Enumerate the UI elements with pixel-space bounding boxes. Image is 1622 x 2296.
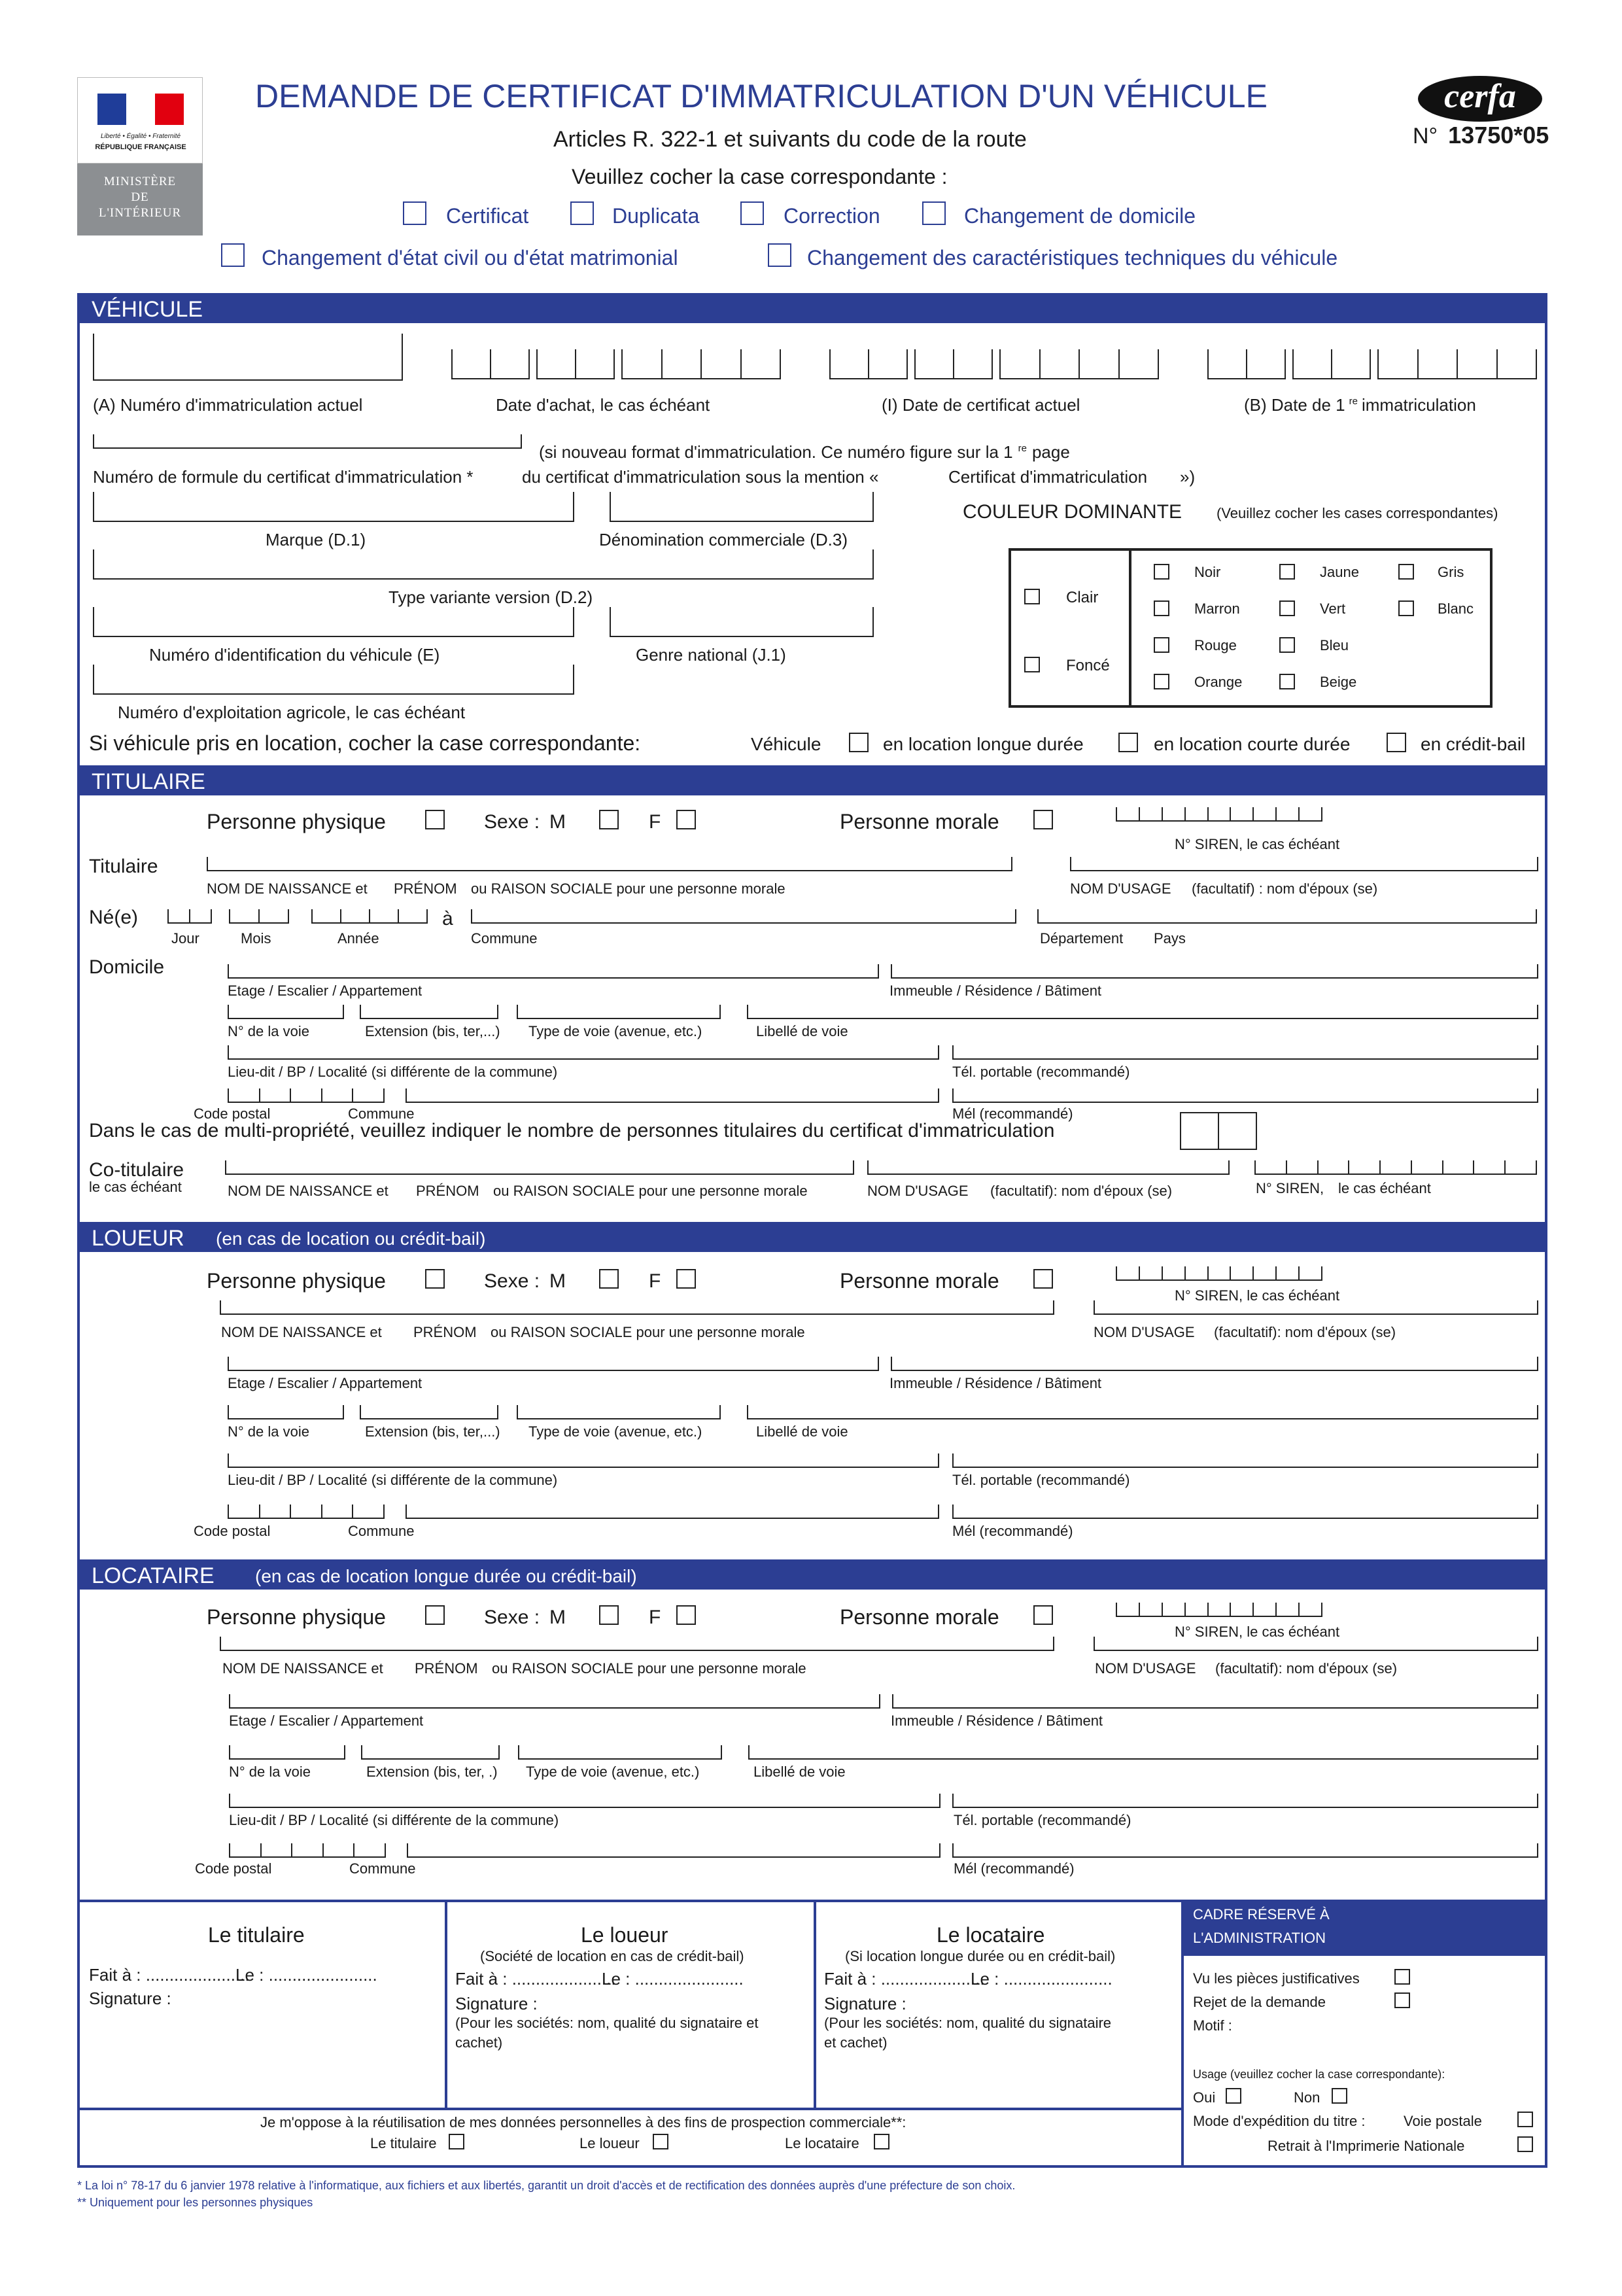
- loc-nom-usage-label: NOM D'USAGE: [1095, 1660, 1196, 1677]
- formule-note-2c: »): [1180, 467, 1196, 487]
- tit-type-voie-input[interactable]: [517, 1005, 721, 1019]
- lou-type-voie-label: Type de voie (avenue, etc.): [528, 1423, 702, 1440]
- lou-lieu-dit-input[interactable]: [228, 1453, 939, 1468]
- tit-lieu-dit-input[interactable]: [228, 1045, 939, 1060]
- loc-raison-sociale-label: ou RAISON SOCIALE pour une personne morale: [492, 1660, 806, 1677]
- couleur-marron-label: Marron: [1194, 600, 1240, 617]
- loc-nom-input[interactable]: [220, 1637, 1054, 1651]
- cotit-label: Co-titulaire: [89, 1159, 184, 1181]
- lou-m-label: M: [549, 1270, 566, 1292]
- admin-voie-postale-checkbox[interactable]: [1517, 2112, 1533, 2127]
- date-certif-month[interactable]: [914, 349, 993, 379]
- marianne-emblem: [77, 77, 203, 164]
- couleur-orange-checkbox[interactable]: [1154, 674, 1169, 689]
- lou-etage-label: Etage / Escalier / Appartement: [228, 1375, 423, 1391]
- sig-loueur-title: Le loueur: [581, 1923, 668, 1947]
- formule-note-1: (si nouveau format d'immatriculation. Ce numéro figure sur la 1 $^{re}$ page: [539, 442, 1070, 462]
- date-certif-year[interactable]: [999, 349, 1159, 379]
- tit-commune2-input[interactable]: [406, 1088, 939, 1103]
- admin-motif-label: Motif :: [1193, 2017, 1232, 2034]
- loc-m-label: M: [549, 1607, 566, 1628]
- lou-mel-label: Mél (recommandé): [952, 1523, 1073, 1539]
- loc-personne-physique-label: Personne physique: [207, 1605, 386, 1629]
- lou-nom-naissance-label: NOM DE NAISSANCE et: [221, 1324, 382, 1340]
- tit-m-checkbox[interactable]: [599, 810, 619, 829]
- footnote-2: ** Uniquement pour les personnes physiques: [77, 2196, 313, 2209]
- admin-rejet-checkbox[interactable]: [1394, 1992, 1410, 2008]
- option-certificat-checkbox[interactable]: [403, 201, 426, 225]
- cotit-nom-usage-input[interactable]: [867, 1160, 1230, 1175]
- cotit-nom-input[interactable]: [225, 1160, 854, 1175]
- signature-divider-2: [814, 1900, 816, 2110]
- sig-locataire-fait[interactable]: Fait à : ......................: [824, 1969, 985, 1989]
- tit-personne-physique-checkbox[interactable]: [425, 810, 445, 829]
- lou-immeuble-label: Immeuble / Résidence / Bâtiment: [889, 1375, 1102, 1391]
- sig-titulaire-signature[interactable]: Signature :: [89, 1989, 171, 2008]
- section-loueur-header: [77, 1222, 1547, 1252]
- loc-tel-label: Tél. portable (recommandé): [954, 1812, 1131, 1828]
- couleur-box: [1009, 548, 1493, 708]
- teinte-clair-checkbox[interactable]: [1024, 589, 1040, 604]
- vin-label: Numéro d'identification du véhicule (E): [149, 645, 440, 665]
- teinte-fonce-label: Foncé: [1066, 657, 1110, 674]
- date-achat-year[interactable]: [621, 349, 781, 379]
- opp-titulaire-label: Le titulaire: [370, 2135, 437, 2151]
- loc-personne-morale-checkbox[interactable]: [1033, 1605, 1053, 1625]
- lou-etage-input[interactable]: [228, 1357, 879, 1371]
- tit-commune-naissance-input[interactable]: [471, 909, 1016, 924]
- sig-locataire-cachet-1: (Pour les sociétés: nom, qualité du signataire: [824, 2015, 1112, 2031]
- logo-ministere: MINISTÈRE DE L'INTÉRIEUR: [98, 175, 182, 220]
- lou-commune-input[interactable]: [406, 1505, 939, 1519]
- credit-bail-label: en crédit-bail: [1421, 734, 1526, 754]
- loc-siren-label: N° SIREN, le cas échéant: [1175, 1624, 1340, 1640]
- tit-ne-label: Né(e): [89, 907, 139, 928]
- admin-non-checkbox[interactable]: [1332, 2088, 1347, 2104]
- loc-libelle-label: Libellé de voie: [753, 1764, 846, 1780]
- sig-titulaire-fait[interactable]: Fait à : ......................: [89, 1965, 250, 1985]
- lou-immeuble-input[interactable]: [891, 1357, 1538, 1371]
- tit-siren-input[interactable]: [1116, 807, 1322, 822]
- lou-code-postal-label: Code postal: [194, 1523, 271, 1539]
- tit-personne-morale-checkbox[interactable]: [1033, 810, 1053, 829]
- logo-republique: RÉPUBLIQUE FRANÇAISE: [95, 143, 186, 151]
- lou-extension-label: Extension (bis, ter,...): [365, 1423, 500, 1440]
- lou-lieu-dit-label: Lieu-dit / BP / Localité (si différente de la commune): [228, 1472, 558, 1488]
- marque-label: Marque (D.1): [266, 530, 366, 549]
- tit-code-postal-label: Code postal: [194, 1105, 271, 1122]
- location-longue-label: en location longue durée: [883, 734, 1084, 754]
- exploitation-label: Numéro d'exploitation agricole, le cas échéant: [118, 703, 466, 722]
- option-certificat-label: Certificat: [446, 204, 529, 228]
- sig-locataire-note: (Si location longue durée ou en crédit-bail): [845, 1948, 1116, 1964]
- sig-locataire-signature[interactable]: Signature :: [824, 1994, 906, 2013]
- option-domicile-checkbox[interactable]: [922, 201, 946, 225]
- tit-facultatif-label: (facultatif) : nom d'époux (se): [1192, 880, 1378, 897]
- couleur-orange-label: Orange: [1194, 674, 1243, 690]
- loc-num-voie-label: N° de la voie: [229, 1764, 311, 1780]
- cotit-siren-label: N° SIREN,: [1256, 1180, 1324, 1196]
- cotit-prenom-label: PRÉNOM: [416, 1183, 479, 1199]
- loc-siren-input[interactable]: [1116, 1603, 1322, 1617]
- option-correction-checkbox[interactable]: [740, 201, 764, 225]
- couleur-blanc-checkbox[interactable]: [1398, 600, 1414, 616]
- date-achat-label: Date d'achat, le cas échéant: [496, 395, 710, 415]
- credit-bail-checkbox[interactable]: [1387, 733, 1406, 752]
- lou-personne-physique-label: Personne physique: [207, 1269, 386, 1293]
- cotit-nom-usage-label: NOM D'USAGE: [867, 1183, 969, 1199]
- couleur-blanc-label: Blanc: [1438, 600, 1474, 617]
- tit-annee-label: Année: [337, 930, 379, 947]
- denomination-input[interactable]: [610, 492, 874, 522]
- admin-oui-label: Oui: [1193, 2089, 1216, 2106]
- location-courte-checkbox[interactable]: [1118, 733, 1138, 752]
- page-title: DEMANDE DE CERTIFICAT D'IMMATRICULATION D'UN VÉHICULE: [255, 78, 1268, 114]
- section-locataire-header: [77, 1559, 1547, 1590]
- section-vehicule-header: [77, 293, 1547, 323]
- tit-departement-label: Département: [1040, 930, 1124, 947]
- tit-prenom-label: PRÉNOM: [394, 880, 457, 897]
- opp-titulaire-checkbox[interactable]: [449, 2134, 464, 2149]
- tit-etage-input[interactable]: [228, 964, 879, 979]
- tit-libelle-label: Libellé de voie: [756, 1023, 848, 1039]
- tit-num-voie-label: N° de la voie: [228, 1023, 309, 1039]
- sig-locataire-le[interactable]: Le : .......................: [971, 1969, 1113, 1989]
- lou-f-label: F: [649, 1270, 661, 1292]
- marque-input[interactable]: [93, 492, 574, 522]
- loc-num-voie-input[interactable]: [229, 1745, 345, 1760]
- tit-domicile-label: Domicile: [89, 956, 165, 978]
- admin-header: [1182, 1900, 1547, 1956]
- opp-locataire-checkbox[interactable]: [874, 2134, 889, 2149]
- tit-commune-label: Commune: [471, 930, 538, 947]
- tit-extension-label: Extension (bis, ter,...): [365, 1023, 500, 1039]
- lou-prenom-label: PRÉNOM: [413, 1324, 477, 1340]
- loc-extension-label: Extension (bis, ter, .): [366, 1764, 498, 1780]
- date-1re-month[interactable]: [1292, 349, 1371, 379]
- tit-pays-label: Pays: [1154, 930, 1186, 947]
- option-duplicata-label: Duplicata: [612, 204, 700, 228]
- option-duplicata-checkbox[interactable]: [570, 201, 594, 225]
- tit-libelle-input[interactable]: [747, 1005, 1538, 1019]
- lou-personne-morale-label: Personne morale: [840, 1269, 999, 1293]
- tit-immeuble-input[interactable]: [891, 964, 1538, 979]
- lou-personne-physique-checkbox[interactable]: [425, 1269, 445, 1289]
- opp-loueur-checkbox[interactable]: [653, 2134, 668, 2149]
- lou-nom-usage-label: NOM D'USAGE: [1094, 1324, 1195, 1340]
- tit-nom-usage-label: NOM D'USAGE: [1070, 880, 1171, 897]
- lou-sexe-label: Sexe :: [484, 1270, 540, 1292]
- tit-nom-input[interactable]: [207, 857, 1012, 871]
- lou-extension-input[interactable]: [360, 1405, 498, 1419]
- loc-lieu-dit-input[interactable]: [229, 1794, 940, 1808]
- footnote-1: * La loi n° 78-17 du 6 janvier 1978 relative à l'informatique, aux fichiers et aux libertés, garantit un droit d'accès et de rectification des données auprès d'une préfecture de son choix.: [77, 2179, 1016, 2192]
- lou-nom-usage-input[interactable]: [1094, 1300, 1538, 1315]
- immat-label: (A) Numéro d'immatriculation actuel: [93, 395, 363, 415]
- loc-sexe-label: Sexe :: [484, 1607, 540, 1628]
- loc-immeuble-input[interactable]: [892, 1694, 1538, 1709]
- vin-input[interactable]: [93, 607, 574, 637]
- couleur-noir-checkbox[interactable]: [1154, 564, 1169, 580]
- formule-note-2: du certificat d'immatriculation sous la mention «: [522, 467, 879, 487]
- loc-immeuble-label: Immeuble / Résidence / Bâtiment: [891, 1713, 1103, 1729]
- tit-mois-label: Mois: [241, 930, 271, 947]
- tit-tel-label: Tél. portable (recommandé): [952, 1064, 1130, 1080]
- loc-m-checkbox[interactable]: [599, 1605, 619, 1625]
- formule-label: Numéro de formule du certificat d'immatriculation *: [93, 467, 474, 487]
- tit-sexe-label: Sexe :: [484, 811, 540, 833]
- lou-type-voie-input[interactable]: [517, 1405, 721, 1419]
- section-locataire-title: LOCATAIRE: [92, 1563, 215, 1588]
- instruction-text: Veuillez cocher la case correspondante :: [572, 165, 948, 188]
- lou-libelle-input[interactable]: [747, 1405, 1538, 1419]
- teinte-fonce-checkbox[interactable]: [1024, 657, 1040, 672]
- admin-oui-checkbox[interactable]: [1226, 2088, 1241, 2104]
- option-carac-tech-label: Changement des caractéristiques techniques du véhicule: [807, 246, 1338, 270]
- loc-etage-input[interactable]: [229, 1694, 880, 1709]
- teinte-clair-label: Clair: [1066, 589, 1099, 606]
- cotit-note: le cas échéant: [89, 1179, 182, 1195]
- lou-nom-input[interactable]: [220, 1300, 1054, 1315]
- lou-m-checkbox[interactable]: [599, 1269, 619, 1289]
- lou-code-postal-input[interactable]: [228, 1505, 385, 1519]
- genre-input[interactable]: [610, 607, 874, 637]
- page-subtitle: Articles R. 322-1 et suivants du code de la route: [553, 127, 1027, 152]
- tit-multi-label: Dans le cas de multi-propriété, veuillez indiquer le nombre de personnes titulaires du certificat d'immatriculation: [89, 1120, 1055, 1141]
- tit-commune2-label: Commune: [348, 1105, 415, 1122]
- sig-loueur-signature[interactable]: Signature :: [455, 1994, 538, 2013]
- option-carac-tech-checkbox[interactable]: [768, 243, 791, 267]
- opp-locataire-label: Le locataire: [785, 2135, 859, 2151]
- tit-code-postal-input[interactable]: [228, 1088, 385, 1103]
- tit-f-checkbox[interactable]: [676, 810, 696, 829]
- lou-mel-input[interactable]: [952, 1505, 1538, 1519]
- couleur-noir-label: Noir: [1194, 564, 1221, 580]
- ministry-logo: [77, 77, 203, 235]
- couleur-bleu-checkbox[interactable]: [1279, 637, 1295, 653]
- tit-birth-year[interactable]: [311, 909, 428, 924]
- admin-retrait-label: Retrait à l'Imprimerie Nationale: [1268, 2138, 1465, 2154]
- sig-titulaire-title: Le titulaire: [208, 1923, 305, 1947]
- admin-title-2: L'ADMINISTRATION: [1193, 1930, 1326, 1946]
- section-titulaire-header: [77, 765, 1547, 795]
- tit-etage-label: Etage / Escalier / Appartement: [228, 983, 423, 999]
- option-etat-civil-label: Changement d'état civil ou d'état matrimonial: [262, 246, 678, 270]
- section-loueur-subtitle: (en cas de location ou crédit-bail): [216, 1228, 486, 1249]
- immat-input[interactable]: [93, 334, 403, 381]
- section-vehicule-title: VÉHICULE: [92, 297, 203, 322]
- cotit-siren-label2: le cas échéant: [1338, 1180, 1431, 1196]
- couleur-gris-checkbox[interactable]: [1398, 564, 1414, 580]
- tit-jour-label: Jour: [171, 930, 199, 947]
- tit-mel-input[interactable]: [952, 1088, 1538, 1103]
- lou-num-voie-label: N° de la voie: [228, 1423, 309, 1440]
- lou-siren-input[interactable]: [1116, 1266, 1322, 1281]
- flag-icon: [97, 94, 184, 125]
- admin-rejet-label: Rejet de la demande: [1193, 1994, 1326, 2010]
- loc-type-voie-label: Type de voie (avenue, etc.): [526, 1764, 700, 1780]
- couleur-jaune-checkbox[interactable]: [1279, 564, 1295, 580]
- cotit-raison-sociale-label: ou RAISON SOCIALE pour une personne morale: [493, 1183, 808, 1199]
- cotit-facultatif-label: (facultatif): nom d'époux (se): [990, 1183, 1173, 1199]
- couleur-gris-label: Gris: [1438, 564, 1464, 580]
- loc-mel-input[interactable]: [952, 1843, 1538, 1858]
- cerfa-logo: cerfa: [1418, 76, 1542, 122]
- cotit-nom-naissance-label: NOM DE NAISSANCE et: [228, 1183, 388, 1199]
- sig-loueur-cachet-2: cachet): [455, 2034, 503, 2051]
- date-certif-day[interactable]: [829, 349, 908, 379]
- loc-tel-input[interactable]: [952, 1794, 1538, 1808]
- couleur-note: (Veuillez cocher les cases correspondantes): [1216, 505, 1498, 521]
- loc-lieu-dit-label: Lieu-dit / BP / Localité (si différente de la commune): [229, 1812, 559, 1828]
- opp-loueur-label: Le loueur: [579, 2135, 640, 2151]
- lou-siren-label: N° SIREN, le cas échéant: [1175, 1287, 1340, 1304]
- sig-loueur-fait[interactable]: Fait à : ......................: [455, 1969, 616, 1989]
- couleur-rouge-checkbox[interactable]: [1154, 637, 1169, 653]
- date-certif-label: (I) Date de certificat actuel: [882, 395, 1080, 415]
- signature-bottom-rule: [77, 2108, 1182, 2110]
- loc-f-checkbox[interactable]: [676, 1605, 696, 1625]
- sig-loueur-cachet-1: (Pour les sociétés: nom, qualité du signataire et: [455, 2015, 759, 2031]
- admin-title-1: CADRE RÉSERVÉ À: [1193, 1906, 1330, 1922]
- couleur-marron-checkbox[interactable]: [1154, 600, 1169, 616]
- loc-etage-label: Etage / Escalier / Appartement: [229, 1713, 424, 1729]
- couleur-beige-label: Beige: [1320, 674, 1357, 690]
- loc-extension-input[interactable]: [361, 1745, 500, 1760]
- couleur-rouge-label: Rouge: [1194, 637, 1237, 653]
- loc-commune-label: Commune: [349, 1860, 416, 1877]
- cotit-siren-input[interactable]: [1254, 1160, 1537, 1175]
- option-correction-label: Correction: [784, 204, 880, 228]
- genre-label: Genre national (J.1): [636, 645, 786, 665]
- tit-immeuble-label: Immeuble / Résidence / Bâtiment: [889, 983, 1102, 999]
- tit-siren-label: N° SIREN, le cas échéant: [1175, 836, 1340, 852]
- date-achat-day[interactable]: [451, 349, 530, 379]
- lou-tel-input[interactable]: [952, 1453, 1538, 1468]
- loc-mel-label: Mél (recommandé): [954, 1860, 1075, 1877]
- admin-pieces-checkbox[interactable]: [1394, 1969, 1410, 1985]
- tit-personne-physique-label: Personne physique: [207, 810, 386, 833]
- sig-loueur-note: (Société de location en cas de crédit-bail): [480, 1948, 744, 1964]
- date-1re-day[interactable]: [1207, 349, 1286, 379]
- tit-extension-input[interactable]: [360, 1005, 498, 1019]
- location-question: Si véhicule pris en location, cocher la case correspondante:: [89, 731, 641, 755]
- option-domicile-label: Changement de domicile: [964, 204, 1196, 228]
- date-1re-label: (B) Date de 1 $^{re}$ immatriculation: [1244, 395, 1476, 415]
- loc-facultatif-label: (facultatif): nom d'époux (se): [1215, 1660, 1398, 1677]
- tit-birth-day[interactable]: [167, 909, 212, 924]
- tit-birth-month[interactable]: [229, 909, 289, 924]
- exploitation-input[interactable]: [93, 665, 574, 695]
- section-titulaire-title: TITULAIRE: [92, 769, 205, 794]
- couleur-jaune-label: Jaune: [1320, 564, 1359, 580]
- admin-usage-label: Usage (veuillez cocher la case correspondante):: [1193, 2068, 1445, 2081]
- formule-input[interactable]: [93, 434, 522, 449]
- tit-raison-sociale-label: ou RAISON SOCIALE pour une personne morale: [471, 880, 785, 897]
- tit-dept-pays-input[interactable]: [1037, 909, 1537, 924]
- loc-f-label: F: [649, 1607, 661, 1628]
- sig-locataire-cachet-2: et cachet): [824, 2034, 888, 2051]
- lou-facultatif-label: (facultatif): nom d'époux (se): [1214, 1324, 1396, 1340]
- couleur-vert-label: Vert: [1320, 600, 1346, 617]
- admin-mode-label: Mode d'expédition du titre :: [1193, 2113, 1366, 2129]
- couleur-title: COULEUR DOMINANTE: [963, 501, 1182, 523]
- tit-type-voie-label: Type de voie (avenue, etc.): [528, 1023, 702, 1039]
- section-loueur-title: LOUEUR: [92, 1226, 184, 1251]
- lou-f-checkbox[interactable]: [676, 1269, 696, 1289]
- tit-mel-label: Mél (recommandé): [952, 1105, 1073, 1122]
- loc-prenom-label: PRÉNOM: [415, 1660, 478, 1677]
- loc-nom-usage-input[interactable]: [1094, 1637, 1538, 1651]
- lou-num-voie-input[interactable]: [228, 1405, 344, 1419]
- location-longue-checkbox[interactable]: [849, 733, 869, 752]
- tit-num-voie-input[interactable]: [228, 1005, 344, 1019]
- couleur-divider: [1129, 548, 1131, 708]
- admin-non-label: Non: [1294, 2089, 1320, 2106]
- loc-code-postal-label: Code postal: [195, 1860, 272, 1877]
- loc-libelle-input[interactable]: [748, 1745, 1538, 1760]
- loc-commune-input[interactable]: [407, 1843, 940, 1858]
- opposition-text: Je m'oppose à la réutilisation de mes données personnelles à des fins de prospection commerciale**:: [260, 2114, 906, 2131]
- tit-f-label: F: [649, 811, 661, 833]
- lou-commune-label: Commune: [348, 1523, 415, 1539]
- denomination-label: Dénomination commerciale (D.3): [599, 530, 848, 549]
- option-etat-civil-checkbox[interactable]: [221, 243, 245, 267]
- tit-lieu-dit-label: Lieu-dit / BP / Localité (si différente de la commune): [228, 1064, 558, 1080]
- tit-nom-naissance-label: NOM DE NAISSANCE et: [207, 880, 368, 897]
- sig-loueur-le[interactable]: Le : .......................: [602, 1969, 744, 1989]
- sig-locataire-title: Le locataire: [937, 1923, 1045, 1947]
- lou-raison-sociale-label: ou RAISON SOCIALE pour une personne morale: [491, 1324, 805, 1340]
- tit-tel-input[interactable]: [952, 1045, 1538, 1060]
- location-courte-label: en location courte durée: [1154, 734, 1351, 754]
- loc-code-postal-input[interactable]: [229, 1843, 386, 1858]
- admin-pieces-label: Vu les pièces justificatives: [1193, 1970, 1360, 1987]
- tit-nom-usage-input[interactable]: [1070, 857, 1538, 871]
- couleur-beige-checkbox[interactable]: [1279, 674, 1295, 689]
- location-vehicule-label: Véhicule: [751, 734, 821, 754]
- tit-a-label: à: [442, 908, 453, 930]
- section-locataire-subtitle: (en cas de location longue durée ou crédit-bail): [255, 1566, 637, 1586]
- loc-personne-physique-checkbox[interactable]: [425, 1605, 445, 1625]
- lou-tel-label: Tél. portable (recommandé): [952, 1472, 1130, 1488]
- type-variante-label: Type variante version (D.2): [388, 587, 593, 607]
- date-achat-month[interactable]: [536, 349, 615, 379]
- admin-voie-postale-label: Voie postale: [1404, 2113, 1482, 2129]
- loc-type-voie-input[interactable]: [518, 1745, 722, 1760]
- couleur-bleu-label: Bleu: [1320, 637, 1349, 653]
- signature-divider-1: [445, 1900, 447, 2110]
- tit-m-label: M: [549, 811, 566, 833]
- logo-motto: Liberté • Égalité • Fraternité: [100, 133, 181, 140]
- type-variante-input[interactable]: [93, 549, 874, 580]
- admin-retrait-checkbox[interactable]: [1517, 2136, 1533, 2152]
- couleur-vert-checkbox[interactable]: [1279, 600, 1295, 616]
- sig-titulaire-le[interactable]: Le : .......................: [235, 1965, 377, 1985]
- formule-note-2b: Certificat d'immatriculation: [948, 467, 1148, 487]
- lou-libelle-label: Libellé de voie: [756, 1423, 848, 1440]
- date-1re-year[interactable]: [1377, 349, 1537, 379]
- loc-personne-morale-label: Personne morale: [840, 1605, 999, 1629]
- tit-titulaire-label: Titulaire: [89, 856, 158, 877]
- loc-nom-naissance-label: NOM DE NAISSANCE et: [222, 1660, 383, 1677]
- lou-personne-morale-checkbox[interactable]: [1033, 1269, 1053, 1289]
- cerfa-number: N° 13750*05: [1413, 122, 1549, 148]
- tit-personne-morale-label: Personne morale: [840, 810, 999, 833]
